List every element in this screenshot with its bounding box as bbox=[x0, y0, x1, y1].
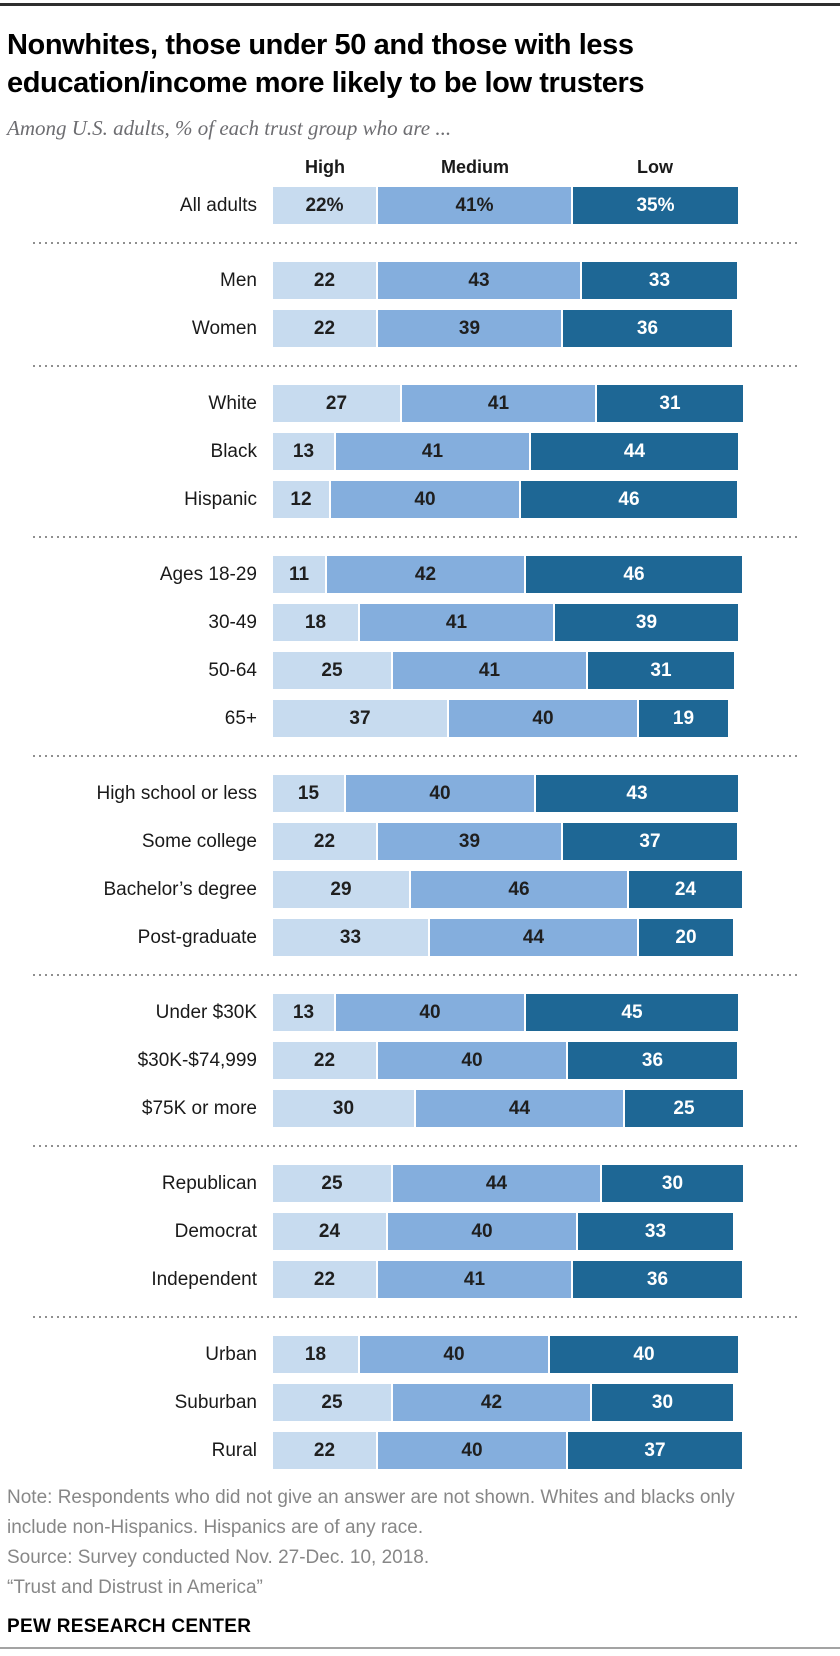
column-header-medium: Medium bbox=[440, 157, 510, 177]
bar-segment-medium: 41 bbox=[393, 652, 586, 689]
bar-segment-high: 25 bbox=[273, 1384, 391, 1421]
bar-segment-high: 22 bbox=[273, 262, 376, 299]
bar-row bbox=[0, 310, 840, 347]
bar-row bbox=[0, 994, 840, 1031]
bar-segment-low: 19 bbox=[639, 700, 728, 737]
bar-segment-medium: 43 bbox=[378, 262, 580, 299]
bar-segment-medium: 41 bbox=[378, 1261, 571, 1298]
pew-research-center-wordmark: PEW RESEARCH CENTER bbox=[7, 1616, 252, 1637]
bar-segment-high: 33 bbox=[273, 919, 428, 956]
stacked-bar bbox=[273, 187, 738, 224]
group-party bbox=[0, 1165, 840, 1298]
stacked-bar bbox=[273, 556, 742, 593]
page-title bbox=[7, 26, 833, 102]
group-gender bbox=[0, 262, 840, 347]
bar-segment-medium: 44 bbox=[430, 919, 637, 956]
bar-segment-high: 24 bbox=[273, 1213, 386, 1250]
row-label: Some college bbox=[141, 830, 257, 852]
bar-segment-high: 22 bbox=[273, 1261, 376, 1298]
bar-segment-low: 46 bbox=[526, 556, 742, 593]
group-income bbox=[0, 994, 840, 1127]
bar-segment-low: 31 bbox=[597, 385, 743, 422]
bar-segment-high: 22 bbox=[273, 1042, 376, 1079]
bar-row bbox=[0, 385, 840, 422]
bar-segment-high: 29 bbox=[273, 871, 409, 908]
bar-row bbox=[0, 187, 840, 224]
row-label: 65+ bbox=[224, 707, 257, 729]
stacked-bar bbox=[273, 1384, 733, 1421]
bar-segment-high: 25 bbox=[273, 652, 391, 689]
bar-segment-medium: 41 bbox=[402, 385, 595, 422]
row-label: Republican bbox=[161, 1172, 257, 1194]
stacked-bar bbox=[273, 433, 738, 470]
stacked-bar bbox=[273, 385, 743, 422]
note-text: Note: Respondents who did not give an answer are not shown. Whites and blacks only include non-Hispanics. Hispanics are of any race. bbox=[7, 1487, 735, 1538]
stacked-bar bbox=[273, 1213, 733, 1250]
bar-segment-high: 15 bbox=[273, 775, 344, 812]
chart-column-headers bbox=[273, 157, 840, 181]
bar-segment-medium: 42 bbox=[393, 1384, 590, 1421]
stacked-bar bbox=[273, 775, 738, 812]
bar-segment-medium: 41 bbox=[336, 433, 529, 470]
bar-segment-high: 37 bbox=[273, 700, 447, 737]
chart-notes bbox=[0, 1483, 804, 1603]
bar-segment-low: 25 bbox=[625, 1090, 743, 1127]
row-label: Bachelor’s degree bbox=[103, 878, 257, 900]
bar-segment-low: 40 bbox=[550, 1336, 738, 1373]
bar-row bbox=[0, 481, 840, 518]
bar-row bbox=[0, 652, 840, 689]
bar-row bbox=[0, 919, 840, 956]
bar-segment-medium: 44 bbox=[416, 1090, 623, 1127]
stacked-bar bbox=[273, 1165, 743, 1202]
bar-segment-low: 37 bbox=[563, 823, 737, 860]
group-age bbox=[0, 556, 840, 737]
stacked-bar bbox=[273, 919, 733, 956]
stacked-bar bbox=[273, 1432, 742, 1469]
bar-row bbox=[0, 1384, 840, 1421]
bar-row bbox=[0, 1090, 840, 1127]
bar-segment-high: 13 bbox=[273, 433, 334, 470]
bar-row bbox=[0, 1432, 840, 1469]
row-label: Men bbox=[220, 269, 257, 291]
top-rule bbox=[0, 3, 840, 6]
bar-row bbox=[0, 823, 840, 860]
row-label: All adults bbox=[179, 194, 257, 216]
group-education bbox=[0, 775, 840, 956]
row-label: High school or less bbox=[96, 782, 257, 804]
group-separator bbox=[33, 1145, 797, 1147]
bar-segment-low: 36 bbox=[573, 1261, 742, 1298]
title-line-1: Nonwhites, those under 50 and those with less bbox=[7, 29, 634, 61]
bar-segment-low: 30 bbox=[592, 1384, 733, 1421]
bar-segment-low: 39 bbox=[555, 604, 738, 641]
bar-segment-medium: 40 bbox=[336, 994, 524, 1031]
stacked-bar bbox=[273, 604, 738, 641]
group-race bbox=[0, 385, 840, 518]
stacked-bar bbox=[273, 700, 728, 737]
row-label: Black bbox=[210, 440, 257, 462]
bar-segment-medium: 39 bbox=[378, 310, 561, 347]
stacked-bar-chart bbox=[0, 157, 840, 1469]
bar-segment-low: 44 bbox=[531, 433, 738, 470]
bar-segment-high: 11 bbox=[273, 556, 325, 593]
bar-segment-high: 22 bbox=[273, 1432, 376, 1469]
stacked-bar bbox=[273, 652, 734, 689]
bar-segment-low: 33 bbox=[578, 1213, 733, 1250]
bar-segment-medium: 40 bbox=[388, 1213, 576, 1250]
title-line-2: education/income more likely to be low trusters bbox=[7, 67, 645, 99]
bar-row bbox=[0, 1165, 840, 1202]
stacked-bar bbox=[273, 1042, 737, 1079]
stacked-bar bbox=[273, 871, 742, 908]
bar-segment-medium: 44 bbox=[393, 1165, 600, 1202]
row-label: Hispanic bbox=[184, 488, 257, 510]
bar-segment-medium: 40 bbox=[346, 775, 534, 812]
bar-segment-low: 24 bbox=[629, 871, 742, 908]
stacked-bar bbox=[273, 994, 738, 1031]
row-label: Suburban bbox=[174, 1391, 257, 1413]
row-label: Post-graduate bbox=[137, 926, 257, 948]
bar-segment-low: 33 bbox=[582, 262, 737, 299]
bar-row bbox=[0, 262, 840, 299]
bar-segment-low: 46 bbox=[521, 481, 737, 518]
bar-segment-medium: 40 bbox=[378, 1432, 566, 1469]
bar-segment-high: 22% bbox=[273, 187, 376, 224]
bar-segment-medium: 42 bbox=[327, 556, 524, 593]
bar-segment-medium: 41 bbox=[360, 604, 553, 641]
bar-segment-high: 13 bbox=[273, 994, 334, 1031]
row-label: Women bbox=[191, 317, 257, 339]
bar-segment-high: 27 bbox=[273, 385, 400, 422]
bar-segment-high: 22 bbox=[273, 823, 376, 860]
bar-row bbox=[0, 1213, 840, 1250]
group-separator bbox=[33, 974, 797, 976]
row-label: Ages 18-29 bbox=[159, 563, 257, 585]
bottom-rule bbox=[0, 1647, 840, 1649]
stacked-bar bbox=[273, 262, 737, 299]
bar-segment-high: 18 bbox=[273, 1336, 358, 1373]
bar-row bbox=[0, 775, 840, 812]
bar-segment-low: 43 bbox=[536, 775, 738, 812]
source-text: Source: Survey conducted Nov. 27-Dec. 10, 2018. bbox=[7, 1547, 430, 1568]
bar-row bbox=[0, 1336, 840, 1373]
row-label: Under $30K bbox=[155, 1001, 257, 1023]
bar-segment-low: 30 bbox=[602, 1165, 743, 1202]
bar-row bbox=[0, 1261, 840, 1298]
bar-segment-high: 25 bbox=[273, 1165, 391, 1202]
bar-segment-low: 37 bbox=[568, 1432, 742, 1469]
row-label: $30K-$74,999 bbox=[137, 1049, 257, 1071]
stacked-bar bbox=[273, 1261, 742, 1298]
bar-segment-medium: 39 bbox=[378, 823, 561, 860]
bar-row bbox=[0, 604, 840, 641]
bar-segment-medium: 46 bbox=[411, 871, 627, 908]
group-separator bbox=[33, 755, 797, 757]
group-separator bbox=[33, 365, 797, 367]
bar-row bbox=[0, 1042, 840, 1079]
report-title: “Trust and Distrust in America” bbox=[7, 1577, 263, 1598]
bar-segment-low: 20 bbox=[639, 919, 733, 956]
bar-segment-low: 31 bbox=[588, 652, 734, 689]
bar-row bbox=[0, 871, 840, 908]
group-all bbox=[0, 187, 840, 224]
bar-row bbox=[0, 700, 840, 737]
stacked-bar bbox=[273, 1090, 743, 1127]
row-label: 30-49 bbox=[208, 611, 257, 633]
row-label: White bbox=[208, 392, 257, 414]
group-separator bbox=[33, 536, 797, 538]
stacked-bar bbox=[273, 1336, 738, 1373]
group-separator bbox=[33, 1316, 797, 1318]
bar-segment-medium: 40 bbox=[360, 1336, 548, 1373]
column-header-low: Low bbox=[637, 157, 673, 177]
bar-segment-high: 22 bbox=[273, 310, 376, 347]
row-label: 50-64 bbox=[208, 659, 257, 681]
bar-segment-low: 35% bbox=[573, 187, 738, 224]
bar-segment-high: 18 bbox=[273, 604, 358, 641]
bar-segment-medium: 41% bbox=[378, 187, 571, 224]
group-separator bbox=[33, 242, 797, 244]
bar-segment-low: 45 bbox=[526, 994, 738, 1031]
bar-segment-low: 36 bbox=[568, 1042, 737, 1079]
bar-segment-medium: 40 bbox=[449, 700, 637, 737]
bar-segment-low: 36 bbox=[563, 310, 732, 347]
bar-segment-high: 12 bbox=[273, 481, 329, 518]
row-label: Independent bbox=[151, 1268, 257, 1290]
row-label: Rural bbox=[211, 1439, 257, 1461]
bar-segment-medium: 40 bbox=[331, 481, 519, 518]
chart-subtitle: Among U.S. adults, % of each trust group who are ... bbox=[7, 116, 452, 140]
bar-row bbox=[0, 556, 840, 593]
row-label: Urban bbox=[205, 1343, 257, 1365]
stacked-bar bbox=[273, 823, 737, 860]
group-community bbox=[0, 1336, 840, 1469]
bar-segment-medium: 40 bbox=[378, 1042, 566, 1079]
row-label: $75K or more bbox=[141, 1097, 257, 1119]
column-header-high: High bbox=[305, 157, 345, 177]
stacked-bar bbox=[273, 481, 737, 518]
bar-segment-high: 30 bbox=[273, 1090, 414, 1127]
bar-row bbox=[0, 433, 840, 470]
stacked-bar bbox=[273, 310, 732, 347]
row-label: Democrat bbox=[174, 1220, 257, 1242]
chart-body bbox=[0, 187, 840, 1469]
